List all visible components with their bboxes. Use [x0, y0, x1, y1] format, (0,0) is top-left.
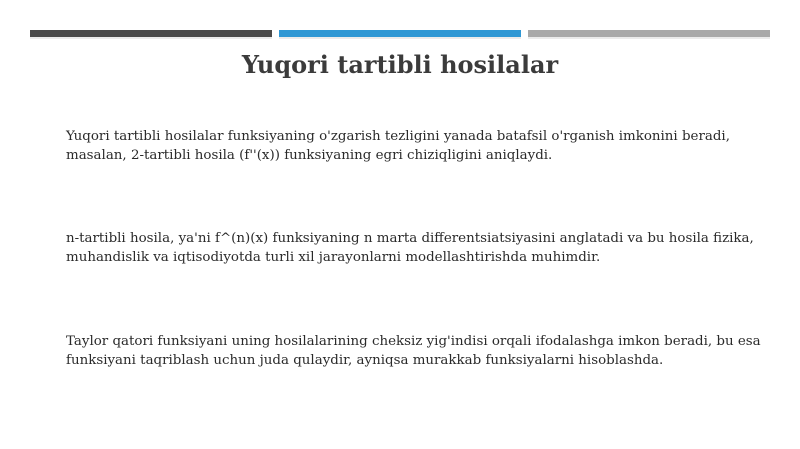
- header-bar-dark: [30, 30, 272, 37]
- paragraph-higher-order-derivatives: Yuqori tartibli hosilalar funksiyaning o'zgarish tezligini yanada batafsil o'rganish imkonini beradi, masalan, 2-tartibli hosila (f''(x)) funksiyaning egri chiziqligini aniqlaydi.: [66, 129, 730, 163]
- paragraph-nth-order-derivative: n-tartibli hosila, ya'ni f^(n)(x) funksiyaning n marta differentsiatsiyasini anglatadi va bu hosila fizika, muhandislik va iqtisodiyotda turli xil jarayonlarni modellashtirishda muhimdir.: [66, 231, 754, 265]
- header-bar-accent: [279, 30, 521, 37]
- slide-title: Yuqori tartibli hosilalar: [241, 50, 559, 79]
- paragraph-taylor-series: Taylor qatori funksiyani uning hosilalarining cheksiz yig'indisi orqali ifodalashga imkon beradi, bu esa funksiyani taqriblash uchun juda qulaydir, ayniqsa murakkab funksiyalarni hisoblashda.: [66, 334, 761, 368]
- header-bar-light: [528, 30, 770, 37]
